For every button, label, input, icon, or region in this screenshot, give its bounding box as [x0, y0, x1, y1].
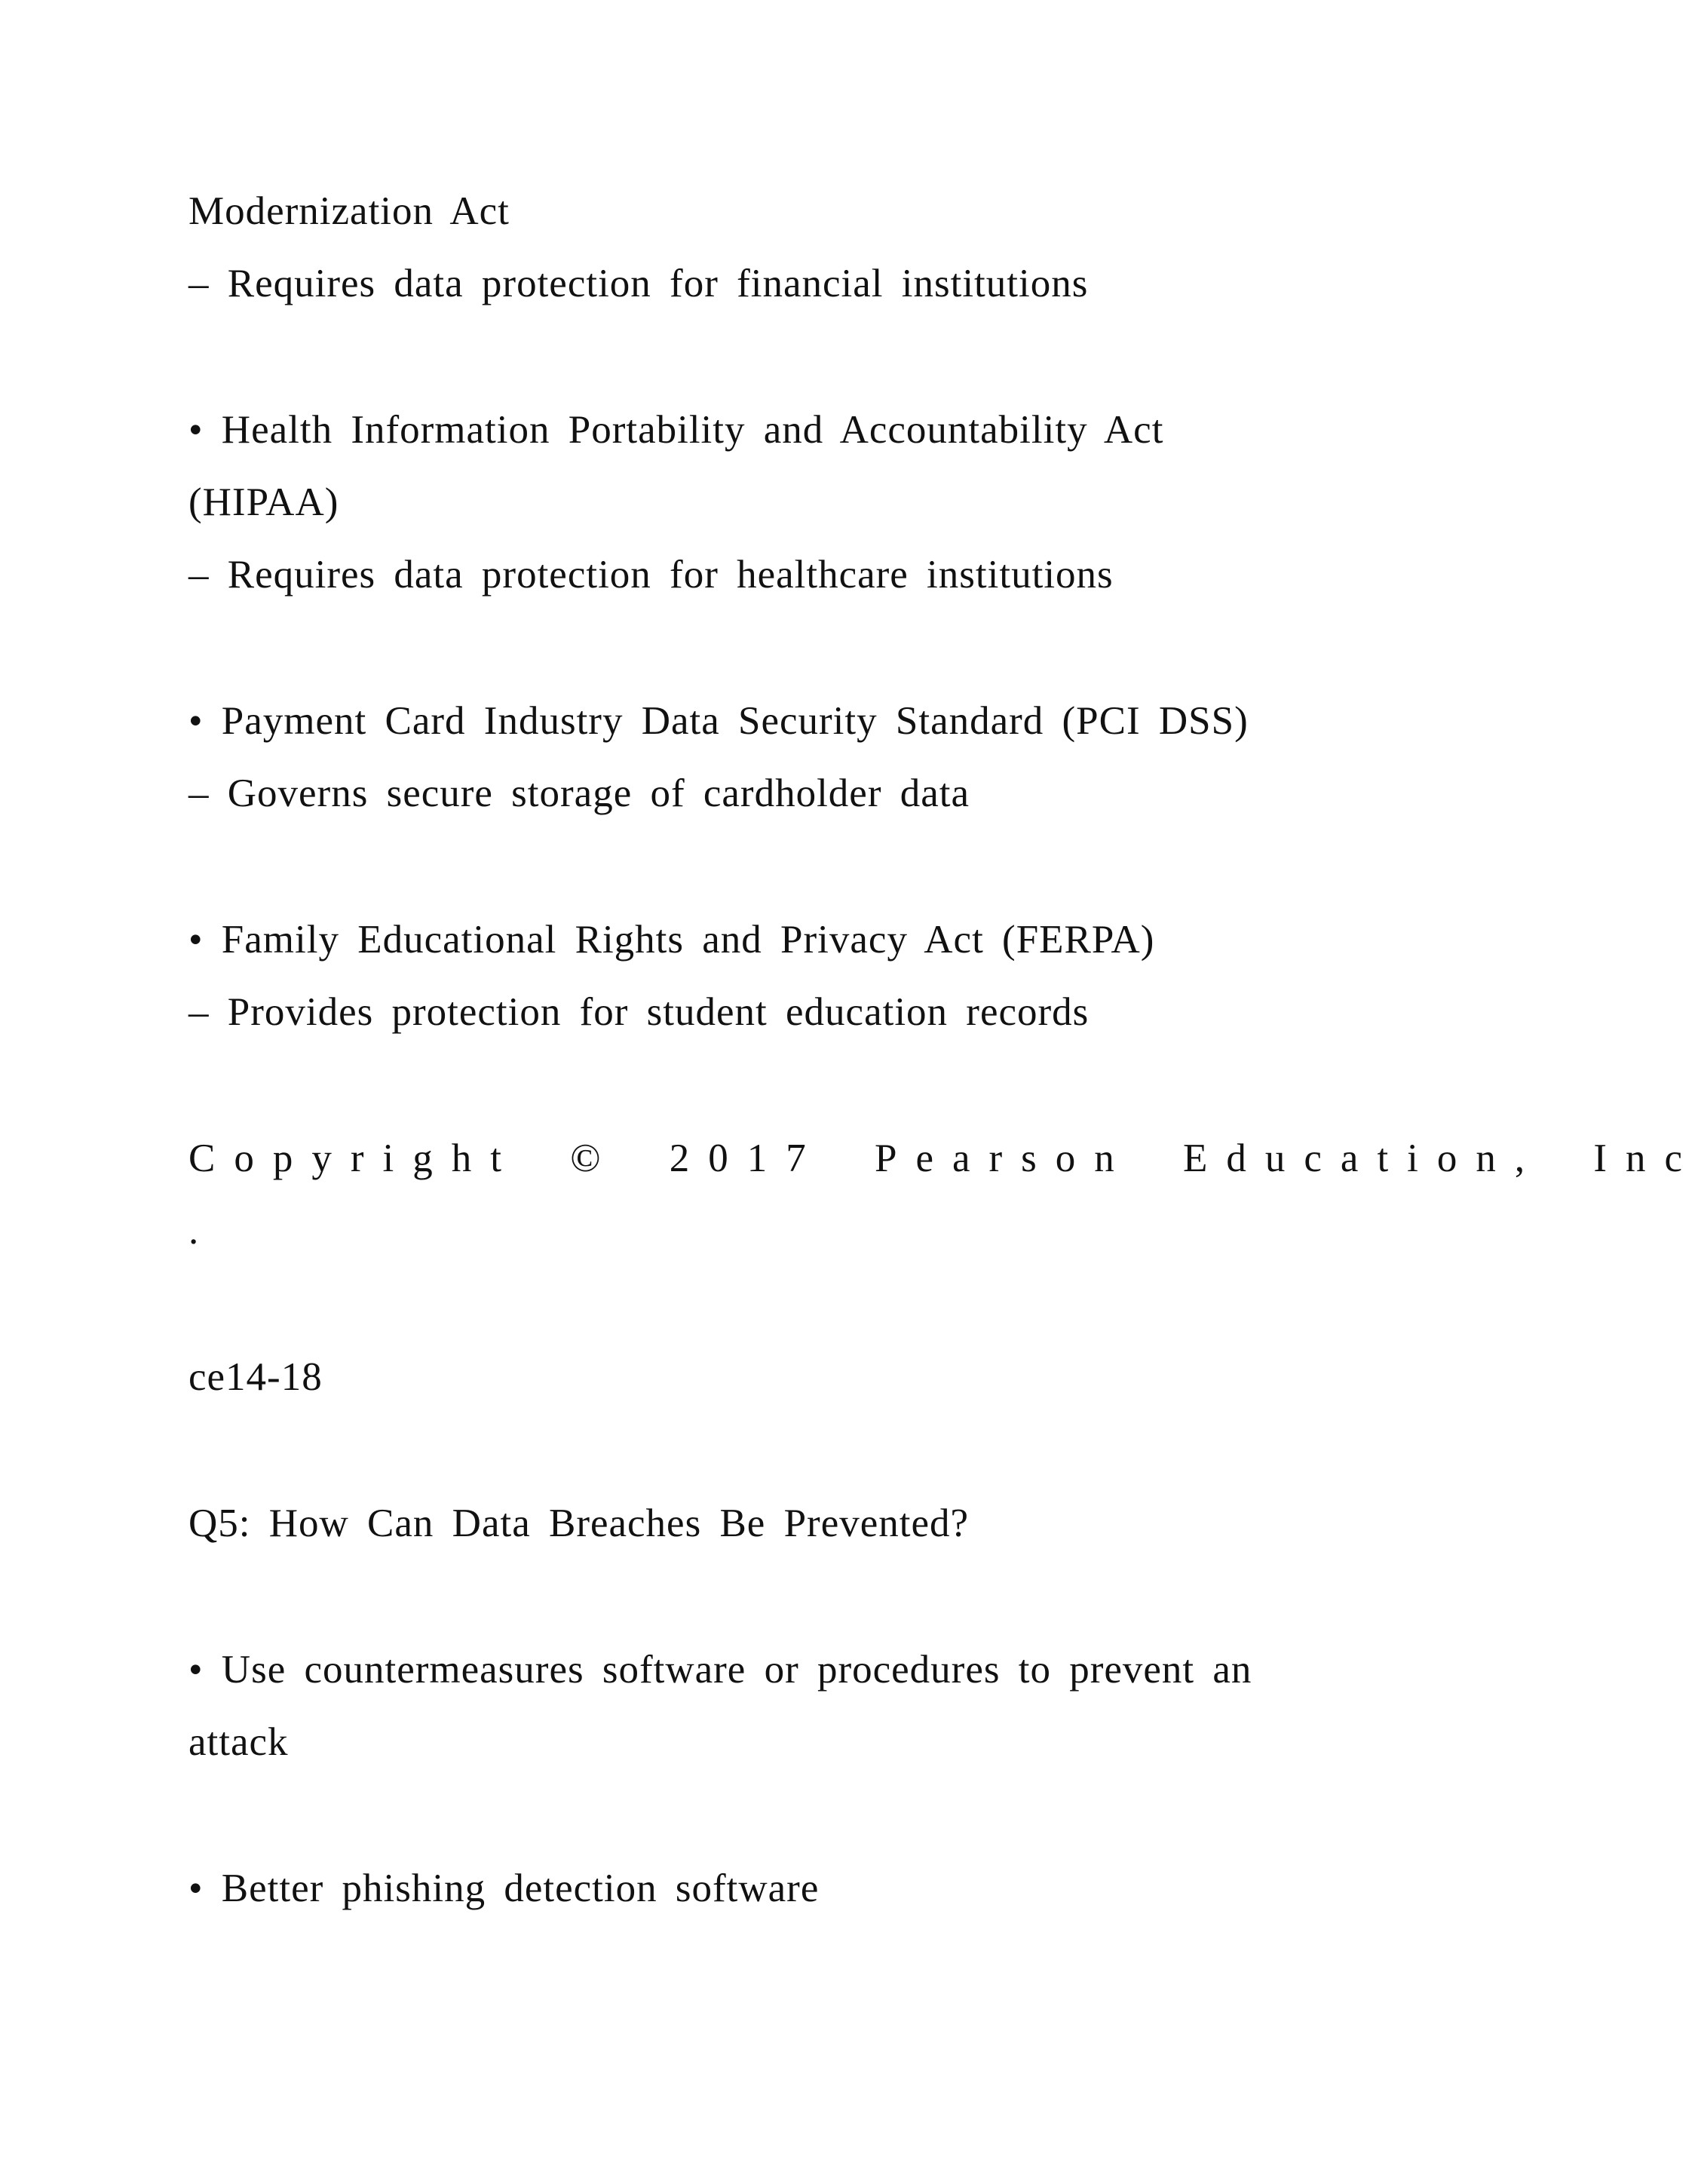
- bullet-pci-dss: • Payment Card Industry Data Security Standard (PCI DSS): [188, 699, 1249, 743]
- bullet-hipaa: • Health Information Portability and Accountability Act: [188, 408, 1164, 452]
- copyright-notice: Copyright © 2017 Pearson Education, Inc: [188, 1136, 1701, 1180]
- text-line-student-records: – Provides protection for student education records: [188, 990, 1090, 1034]
- bullet-ferpa: • Family Educational Rights and Privacy Act (FERPA): [188, 918, 1155, 962]
- section-heading-q5: Q5: How Can Data Breaches Be Prevented?: [188, 1502, 970, 1545]
- bullet-countermeasures: • Use countermeasures software or procedures to prevent an: [188, 1648, 1252, 1692]
- copyright-period: .: [188, 1209, 200, 1253]
- text-line-act-title: Modernization Act: [188, 189, 510, 233]
- text-line-healthcare: – Requires data protection for healthcare institutions: [188, 553, 1114, 597]
- slide-number: ce14-18: [188, 1355, 323, 1399]
- text-line-hipaa-abbrev: (HIPAA): [188, 480, 339, 524]
- bullet-phishing-detection: • Better phishing detection software: [188, 1867, 820, 1910]
- text-line-attack: attack: [188, 1720, 289, 1764]
- text-line-cardholder: – Governs secure storage of cardholder data: [188, 771, 970, 815]
- text-line-financial: – Requires data protection for financial institutions: [188, 262, 1089, 305]
